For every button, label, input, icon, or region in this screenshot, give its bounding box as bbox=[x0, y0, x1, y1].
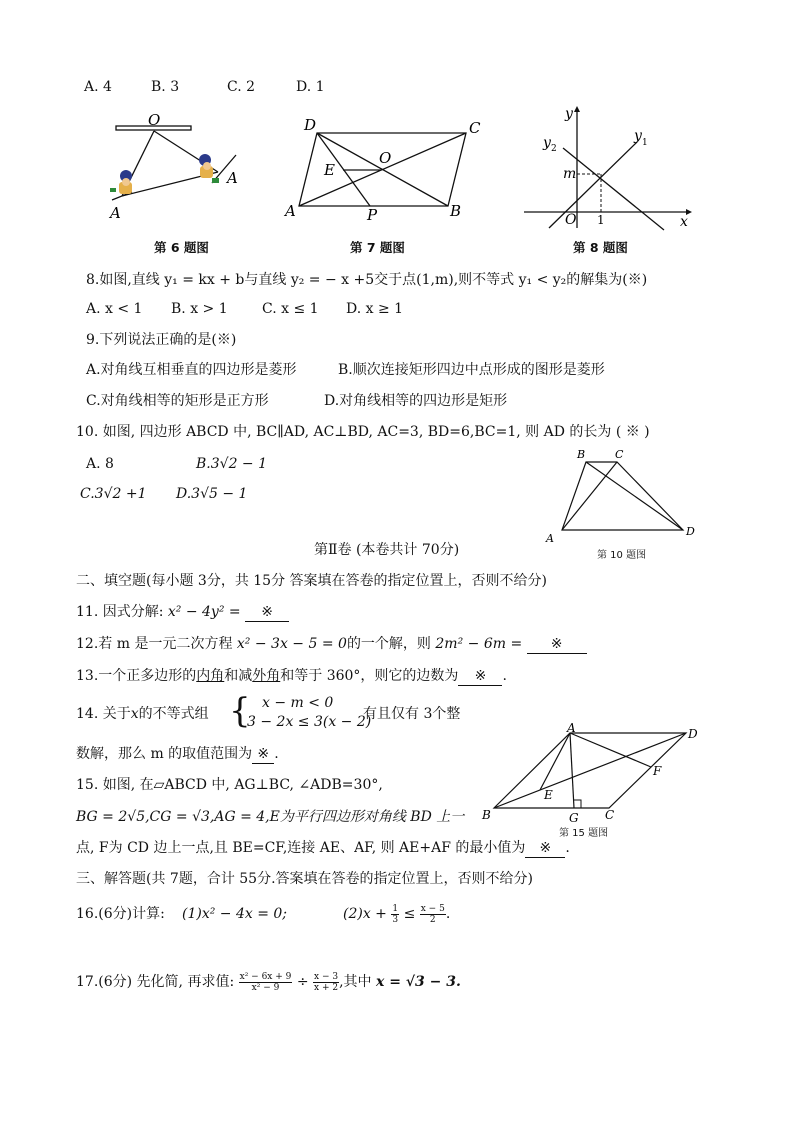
q16-frac2-num: x − 5 bbox=[420, 903, 445, 914]
fig7-label-a: A bbox=[285, 202, 296, 220]
fig7-label-d: D bbox=[304, 116, 317, 134]
q14-var: x bbox=[130, 706, 139, 722]
q14-pre: 14. 关于 bbox=[76, 706, 131, 722]
fig15-label-c: C bbox=[605, 808, 615, 822]
q17-stem: 17.(6分) 先化简, 再求值: bbox=[76, 974, 235, 990]
q9-option-d: D.对角线相等的四边形是矩形 bbox=[324, 393, 508, 409]
q15-line2: BG = 2√5,CG = √3,AG = 4,E为平行四边形对角线 BD 上一 bbox=[76, 809, 465, 825]
q12-mid: 的一个解，则 bbox=[346, 636, 431, 652]
q14-line2-text: 数解，那么 m 的取值范围为 bbox=[76, 746, 253, 762]
q13-exterior-angle: 外角 bbox=[252, 668, 281, 684]
q17-fraction-1 bbox=[239, 972, 293, 993]
q8-option-a: A. x < 1 bbox=[86, 301, 143, 317]
q12-answer-blank: ※ bbox=[527, 635, 587, 654]
q16-frac1-den: 3 bbox=[392, 914, 399, 925]
q17-frac2-den: x + 2 bbox=[314, 982, 339, 993]
q13-mid1: 和减 bbox=[224, 668, 253, 684]
q9-option-c: C.对角线相等的矩形是正方形 bbox=[86, 393, 269, 409]
fig10-label-b: B bbox=[577, 448, 586, 461]
fig15-label-d: D bbox=[688, 727, 698, 741]
fig6-label-o: O bbox=[148, 111, 161, 129]
fig6-label-a-left: A bbox=[110, 204, 121, 222]
q9-stem: 9.下列说法正确的是(※) bbox=[86, 332, 237, 348]
q17-value: x = √3 − 3. bbox=[376, 974, 461, 990]
q12-stem: 12.若 m 是一元二次方程 bbox=[76, 636, 233, 652]
q14-ineq1: x − m < 0 bbox=[262, 695, 334, 711]
q10-option-d: D.3√5 − 1 bbox=[176, 486, 248, 502]
q13-answer-blank: ※ bbox=[458, 667, 502, 686]
fig10-caption: 第 10 题图 bbox=[597, 550, 647, 561]
fig15-label-f: F bbox=[653, 764, 662, 778]
q11-stem: 11. 因式分解: bbox=[76, 604, 164, 620]
fig8-label-y1: y bbox=[634, 128, 642, 144]
q16-fraction-1 bbox=[391, 904, 399, 925]
fig7-label-p: P bbox=[367, 206, 378, 224]
fig8-label-y-axis: y bbox=[565, 106, 573, 122]
q13-end: . bbox=[502, 668, 507, 684]
q8-option-d: D. x ≥ 1 bbox=[346, 301, 404, 317]
q16-stem: 16.(6分)计算: bbox=[76, 906, 165, 922]
fig7-label-o: O bbox=[379, 149, 392, 167]
fig15-label-e: E bbox=[544, 788, 553, 802]
fig15-caption: 第 15 题图 bbox=[559, 828, 609, 839]
q7-option-a: A. 4 bbox=[84, 79, 112, 95]
q16-part1: (1)x² − 4x = 0; bbox=[182, 906, 288, 922]
q8-stem: 8.如图,直线 y₁ = kx + b与直线 y₂ = − x +5交于点(1,m),则不等式 y₁ < y₂的解集为(※) bbox=[86, 272, 648, 288]
fig8-caption: 第 8 题图 bbox=[573, 240, 628, 255]
section3-heading: 三、解答题(共 7题，合计 55分.答案填在答卷的指定位置上，否则不给分) bbox=[76, 871, 533, 887]
q14-answer-blank: ※ bbox=[252, 745, 274, 764]
q10-stem: 10. 如图, 四边形 ABCD 中, BC∥AD, AC⊥BD, AC=3, BD=6,BC=1, 则 AD 的长为 ( ※ ) bbox=[76, 424, 650, 440]
q17-div: ÷ bbox=[296, 974, 309, 990]
fig15-label-g: G bbox=[569, 811, 579, 825]
fig7-caption: 第 7 题图 bbox=[350, 240, 405, 255]
q12-expr2: 2m² − 6m = bbox=[435, 636, 523, 652]
part2-title: 第Ⅱ卷 (本卷共计 70分) bbox=[314, 542, 460, 558]
q10-option-c: C.3√2 +1 bbox=[80, 486, 147, 502]
q17-frac1-den: x² − 9 bbox=[251, 982, 280, 993]
q9-option-a: A.对角线互相垂直的四边形是菱形 bbox=[86, 362, 297, 378]
q10-option-b: B.3√2 − 1 bbox=[196, 456, 268, 472]
q16-part2-end: . bbox=[445, 906, 451, 922]
q17 bbox=[76, 968, 461, 996]
fig15-label-b: B bbox=[482, 808, 491, 822]
q15-end: . bbox=[565, 840, 570, 856]
q15-line3-text: 点, F为 CD 边上一点,且 BE=CF,连接 AE、AF, 则 AE+AF 的最小值为 bbox=[76, 840, 526, 856]
fig7-label-c: C bbox=[469, 119, 481, 137]
q11-answer-blank: ※ bbox=[245, 603, 289, 622]
fig8-label-y2-sub: 2 bbox=[551, 144, 557, 154]
fig7-label-b: B bbox=[450, 202, 462, 220]
fig6-label-a-right: A bbox=[227, 169, 238, 187]
q16-frac2-den: 2 bbox=[429, 914, 436, 925]
q16-part2-mid: ≤ bbox=[403, 906, 416, 922]
q15-line1: 15. 如图, 在▱ABCD 中, AG⊥BC, ∠ADB=30°, bbox=[76, 777, 383, 793]
fig10-label-c: C bbox=[615, 448, 624, 461]
q8-option-b: B. x > 1 bbox=[171, 301, 228, 317]
fig10-label-a: A bbox=[546, 532, 554, 545]
fig7-label-e: E bbox=[324, 161, 335, 179]
q14-mid: 的不等式组 bbox=[138, 706, 209, 722]
q16-part2 bbox=[343, 900, 450, 928]
fig8-label-x-axis: x bbox=[680, 214, 688, 230]
fig15-label-a: A bbox=[567, 721, 576, 735]
q7-option-c: C. 2 bbox=[227, 79, 256, 95]
q17-frac2-num: x − 3 bbox=[314, 971, 339, 982]
q8-option-c: C. x ≤ 1 bbox=[262, 301, 319, 317]
q15-answer-blank: ※ bbox=[525, 839, 565, 858]
q17-post: ,其中 bbox=[339, 974, 372, 990]
q14-ineq2: 3 − 2x ≤ 3(x − 2) bbox=[247, 714, 372, 730]
q11-expr: x² − 4y² = bbox=[167, 604, 241, 620]
q16-fraction-2 bbox=[420, 904, 446, 925]
section2-heading: 二、填空题(每小题 3分，共 15分 答案填在答卷的指定位置上，否则不给分) bbox=[76, 573, 547, 589]
q10-option-a: A. 8 bbox=[86, 456, 114, 472]
q15-line3 bbox=[76, 839, 570, 858]
q17-frac1-num: x² − 6x + 9 bbox=[239, 971, 292, 982]
q17-fraction-2 bbox=[313, 972, 339, 993]
q13-mid2: 和等于 360°，则它的边数为 bbox=[280, 668, 459, 684]
fig8-label-m: m bbox=[563, 166, 577, 182]
fig8-label-o: O bbox=[565, 212, 577, 228]
q7-option-d: D. 1 bbox=[296, 79, 325, 95]
q9-option-b: B.顺次连接矩形四边中点形成的图形是菱形 bbox=[338, 362, 605, 378]
q14-post: 有且仅有 3个整 bbox=[363, 706, 461, 722]
q13-interior-angle: 内角 bbox=[196, 668, 225, 684]
q16-frac1-num: 1 bbox=[392, 903, 399, 914]
fig8-label-y1-sub: 1 bbox=[642, 138, 648, 148]
fig8-label-one: 1 bbox=[597, 213, 605, 227]
fig6-caption: 第 6 题图 bbox=[154, 240, 209, 255]
q13-pre: 13.一个正多边形的 bbox=[76, 668, 197, 684]
q12-expr1: x² − 3x − 5 = 0 bbox=[236, 636, 347, 652]
q14-end: . bbox=[274, 746, 279, 762]
fig10-label-d: D bbox=[686, 525, 695, 538]
q16-part2-pre: (2)x + bbox=[343, 906, 387, 922]
fig8-label-y2: y bbox=[543, 135, 551, 151]
q14-brace: { bbox=[229, 691, 251, 731]
q7-option-b: B. 3 bbox=[151, 79, 180, 95]
